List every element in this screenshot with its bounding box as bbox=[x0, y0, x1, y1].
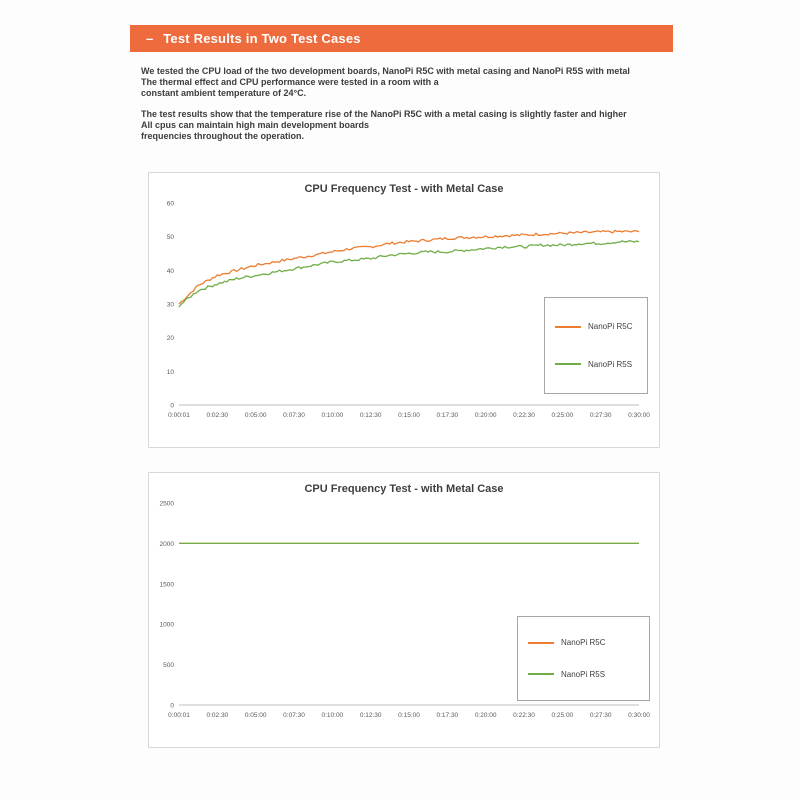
legend-label: NanoPi R5S bbox=[561, 669, 606, 679]
svg-text:0:15:00: 0:15:00 bbox=[398, 412, 420, 419]
chart-legend bbox=[517, 616, 650, 701]
paragraph-2 bbox=[141, 109, 673, 142]
svg-text:30: 30 bbox=[166, 301, 174, 309]
svg-text:0:02:30: 0:02:30 bbox=[206, 412, 229, 419]
text-line: constant ambient temperature of 24°C. bbox=[141, 88, 307, 98]
chart-panel-temperature bbox=[148, 172, 660, 448]
svg-text:0:07:30: 0:07:30 bbox=[283, 712, 305, 719]
legend-item bbox=[555, 322, 641, 331]
text-line: The thermal effect and CPU performance were tested in a room with a bbox=[141, 77, 439, 87]
page-title: Test Results in Two Test Cases bbox=[163, 31, 361, 46]
legend-item bbox=[528, 670, 643, 679]
svg-text:0:20:00: 0:20:00 bbox=[474, 412, 497, 419]
section-header bbox=[130, 25, 673, 52]
intro-text bbox=[141, 66, 673, 152]
svg-text:0: 0 bbox=[170, 402, 174, 410]
legend-line-swatch bbox=[528, 642, 554, 644]
svg-text:500: 500 bbox=[163, 662, 174, 670]
svg-text:0:12:30: 0:12:30 bbox=[359, 412, 382, 419]
svg-text:0:12:30: 0:12:30 bbox=[359, 712, 382, 719]
svg-text:0:25:00: 0:25:00 bbox=[551, 412, 574, 419]
paragraph-1 bbox=[141, 66, 673, 99]
svg-text:0:22:30: 0:22:30 bbox=[513, 412, 535, 419]
svg-text:0:05:00: 0:05:00 bbox=[244, 712, 267, 719]
svg-text:0:02:30: 0:02:30 bbox=[206, 712, 229, 719]
svg-text:50: 50 bbox=[166, 234, 174, 242]
legend-label: NanoPi R5S bbox=[588, 359, 633, 369]
chart-title: CPU Frequency Test - with Metal Case bbox=[304, 183, 504, 195]
svg-text:1500: 1500 bbox=[159, 581, 174, 589]
svg-text:0:00:01: 0:00:01 bbox=[168, 412, 190, 419]
svg-text:0:10:00: 0:10:00 bbox=[321, 712, 344, 719]
svg-text:0:20:00: 0:20:00 bbox=[474, 712, 497, 719]
svg-text:0: 0 bbox=[170, 702, 174, 710]
svg-text:0:25:00: 0:25:00 bbox=[551, 712, 574, 719]
text-line: All cpus can maintain high main development boards bbox=[141, 120, 370, 130]
text-line: frequencies throughout the operation. bbox=[141, 131, 305, 141]
svg-text:0:27:30: 0:27:30 bbox=[589, 412, 612, 419]
legend-label: NanoPi R5C bbox=[561, 638, 606, 648]
svg-text:2500: 2500 bbox=[159, 500, 174, 508]
svg-text:0:27:30: 0:27:30 bbox=[589, 712, 612, 719]
svg-text:0:30:00: 0:30:00 bbox=[628, 712, 650, 719]
legend-line-swatch bbox=[555, 326, 581, 328]
svg-text:40: 40 bbox=[166, 267, 174, 275]
legend-line-swatch bbox=[555, 363, 581, 365]
chart-legend bbox=[544, 297, 648, 394]
svg-text:60: 60 bbox=[166, 200, 174, 208]
svg-text:0:17:30: 0:17:30 bbox=[436, 712, 459, 719]
legend-item bbox=[555, 360, 641, 369]
svg-text:0:10:00: 0:10:00 bbox=[321, 412, 344, 419]
svg-text:0:17:30: 0:17:30 bbox=[436, 412, 459, 419]
svg-text:0:22:30: 0:22:30 bbox=[513, 712, 535, 719]
chart-title: CPU Frequency Test - with Metal Case bbox=[304, 483, 504, 495]
svg-text:0:07:30: 0:07:30 bbox=[283, 412, 305, 419]
svg-text:0:05:00: 0:05:00 bbox=[244, 412, 267, 419]
svg-text:2000: 2000 bbox=[159, 540, 174, 548]
svg-text:1000: 1000 bbox=[159, 621, 174, 629]
svg-text:0:30:00: 0:30:00 bbox=[628, 412, 650, 419]
header-dash: – bbox=[146, 31, 154, 46]
svg-text:0:15:00: 0:15:00 bbox=[398, 712, 420, 719]
text-line: The test results show that the temperature rise of the NanoPi R5C with a metal casing is slightly faster and higher bbox=[141, 109, 627, 119]
text-line: We tested the CPU load of the two development boards, NanoPi R5C with metal casing and NanoPi R5S with metal bbox=[141, 66, 630, 76]
legend-line-swatch bbox=[528, 673, 554, 675]
legend-label: NanoPi R5C bbox=[588, 322, 633, 332]
svg-text:0:00:01: 0:00:01 bbox=[168, 712, 190, 719]
chart-panel-frequency bbox=[148, 472, 660, 748]
legend-item bbox=[528, 638, 643, 647]
svg-text:10: 10 bbox=[166, 368, 174, 376]
svg-text:20: 20 bbox=[166, 335, 174, 343]
